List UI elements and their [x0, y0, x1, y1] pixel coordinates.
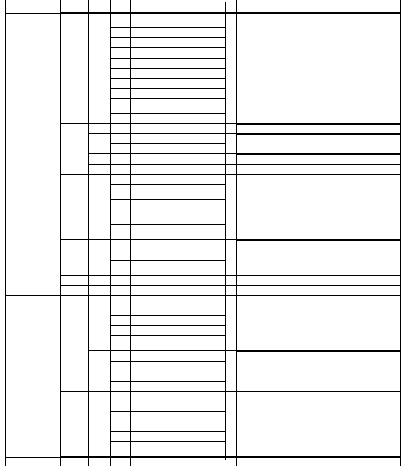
group-description	[238, 256, 399, 263]
item-label	[132, 145, 224, 152]
item-number	[110, 301, 130, 308]
group-rule	[236, 13, 401, 14]
item-label	[132, 317, 224, 324]
item-number	[110, 226, 130, 233]
item-label	[132, 59, 224, 66]
item-label	[132, 165, 224, 172]
week-rule	[60, 275, 89, 276]
row-rule	[110, 260, 226, 261]
item-label	[132, 185, 224, 192]
item-number	[110, 99, 130, 106]
item-label	[132, 352, 224, 359]
item-label	[132, 29, 224, 36]
item-label	[132, 286, 224, 293]
item-number	[110, 89, 130, 96]
week-number	[60, 392, 88, 399]
item-number	[110, 352, 130, 359]
group-rule	[236, 351, 401, 352]
item-label	[132, 79, 224, 86]
section-code	[88, 276, 110, 283]
item-label	[132, 433, 224, 440]
section-code	[88, 342, 110, 349]
item-number	[110, 418, 130, 425]
group-rule	[236, 134, 401, 135]
item-label	[132, 382, 224, 389]
item-label	[132, 337, 224, 344]
item-number	[110, 125, 130, 132]
section-code	[88, 286, 110, 293]
month-label	[5, 402, 60, 409]
group-rule	[236, 457, 401, 458]
item-number	[110, 246, 130, 253]
item-label	[132, 49, 224, 56]
item-label	[132, 266, 224, 273]
item-number	[110, 59, 130, 66]
item-label	[132, 14, 224, 21]
item-label	[132, 155, 224, 162]
section-code	[88, 69, 110, 76]
item-number	[110, 14, 130, 21]
row-rule	[110, 411, 226, 412]
item-number	[110, 4, 130, 11]
item-number	[110, 79, 130, 86]
group-description	[238, 140, 399, 147]
group-description	[238, 125, 399, 132]
item-label	[132, 4, 224, 11]
item-label	[132, 327, 224, 334]
item-number	[110, 155, 130, 162]
group-rule	[236, 240, 401, 241]
group-description	[238, 276, 399, 283]
section-code	[88, 392, 110, 399]
group-description	[238, 200, 399, 207]
group-description	[238, 165, 399, 172]
row-rule	[110, 361, 226, 362]
week-number	[60, 216, 88, 223]
group-description	[238, 4, 399, 11]
item-label	[132, 246, 224, 253]
item-label	[132, 397, 224, 404]
item-number	[110, 69, 130, 76]
item-number	[110, 397, 130, 404]
item-number	[110, 286, 130, 293]
item-label	[132, 206, 224, 213]
week-number	[60, 160, 88, 167]
item-number	[110, 29, 130, 36]
item-number	[110, 39, 130, 46]
item-number	[110, 175, 130, 182]
item-number	[110, 115, 130, 122]
column-rule	[130, 0, 131, 466]
group-description	[238, 69, 399, 76]
item-number	[110, 317, 130, 324]
section-code	[88, 443, 110, 450]
item-number	[110, 266, 130, 273]
item-label	[132, 39, 224, 46]
item-number	[110, 337, 130, 344]
item-number	[110, 49, 130, 56]
week-number	[60, 443, 88, 450]
section-code	[88, 216, 110, 223]
section-code	[88, 155, 110, 162]
week-rule	[60, 123, 89, 124]
item-label	[132, 418, 224, 425]
row-rule	[110, 199, 226, 200]
month-label	[5, 115, 60, 122]
row-rule	[110, 441, 226, 442]
group-description	[238, 286, 399, 293]
section-code	[88, 261, 110, 268]
week-number	[60, 69, 88, 76]
item-label	[132, 448, 224, 455]
group-rule	[236, 391, 401, 392]
group-description	[238, 428, 399, 435]
group-description	[238, 332, 399, 339]
group-description	[238, 372, 399, 379]
item-number	[110, 165, 130, 172]
section-code	[88, 165, 110, 172]
group-rule	[236, 174, 401, 175]
item-label	[132, 115, 224, 122]
item-label	[132, 226, 224, 233]
item-number	[110, 185, 130, 192]
week-rule	[60, 239, 89, 240]
item-label	[132, 125, 224, 132]
week-rule	[60, 174, 89, 175]
item-number	[110, 206, 130, 213]
item-number	[110, 382, 130, 389]
week-number	[60, 286, 88, 293]
item-label	[132, 175, 224, 182]
item-label	[132, 367, 224, 374]
column-rule	[400, 0, 401, 466]
group-rule	[236, 295, 401, 296]
item-number	[110, 145, 130, 152]
group-description	[238, 155, 399, 162]
item-label	[132, 69, 224, 76]
item-number	[110, 367, 130, 374]
item-number	[110, 135, 130, 142]
column-rule	[5, 0, 6, 466]
item-label	[132, 135, 224, 142]
item-label	[132, 99, 224, 106]
item-label	[132, 301, 224, 308]
column-rule	[236, 0, 237, 466]
section-code	[88, 125, 110, 132]
item-number	[110, 448, 130, 455]
item-number	[110, 327, 130, 334]
week-number	[60, 342, 88, 349]
section-code	[88, 4, 110, 11]
item-label	[132, 89, 224, 96]
item-number	[110, 433, 130, 440]
week-number	[60, 266, 88, 273]
month-label	[5, 241, 60, 248]
